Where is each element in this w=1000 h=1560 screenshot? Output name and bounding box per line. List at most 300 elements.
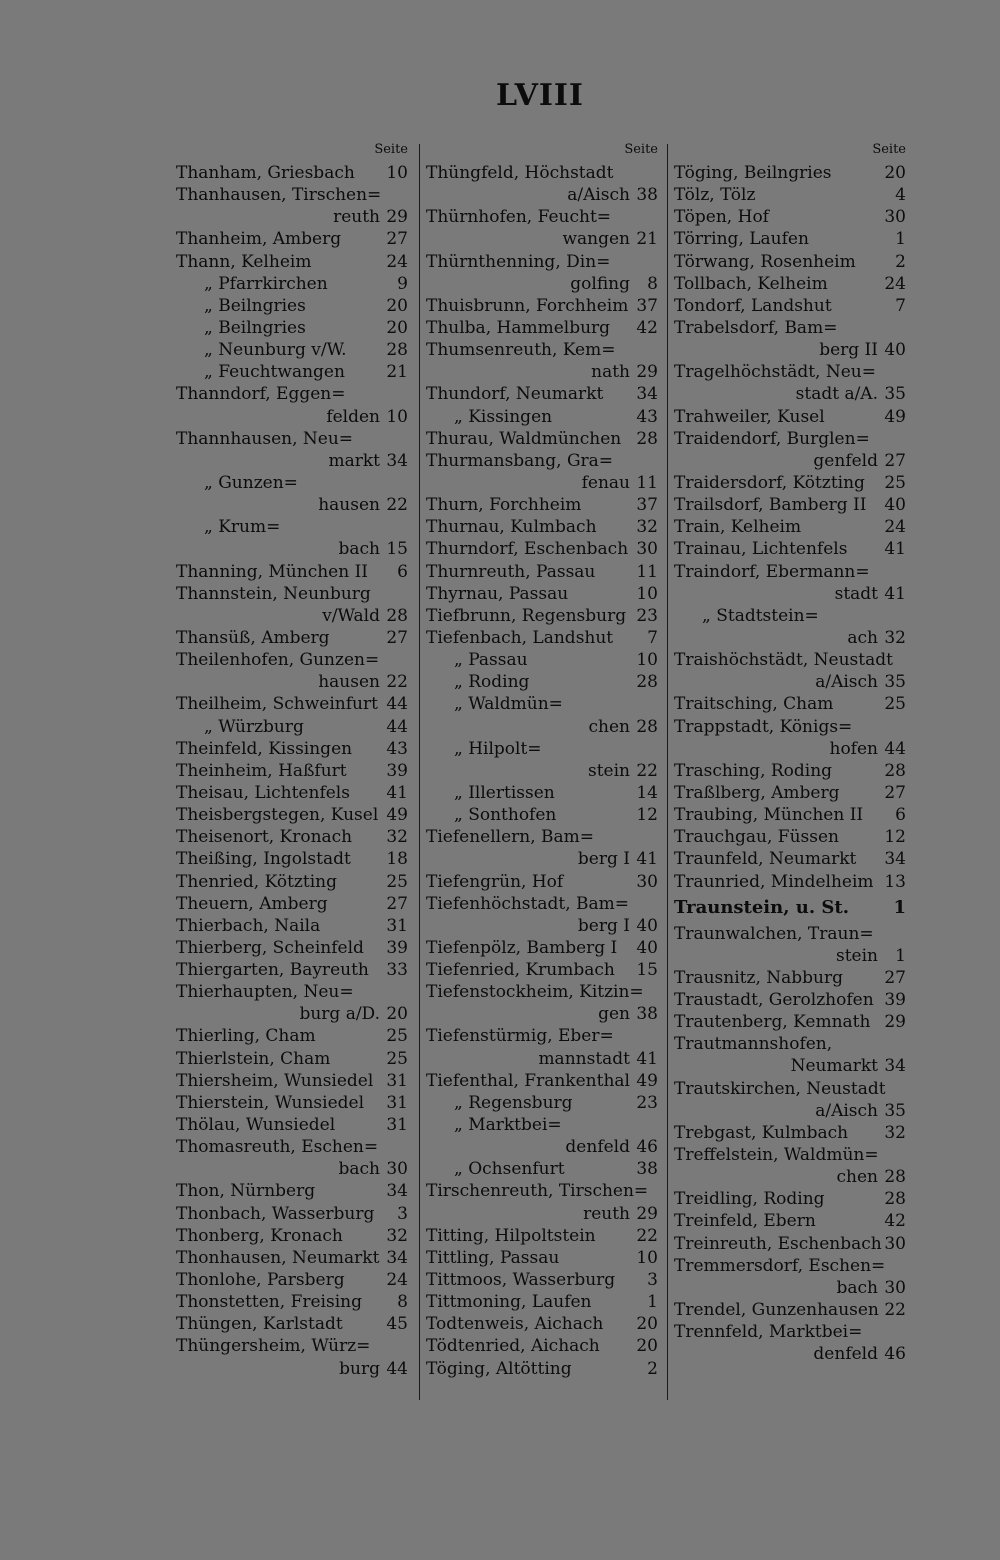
index-entry	[674, 989, 908, 1011]
entry-page-number: 40	[636, 915, 658, 936]
entry-page-number: 7	[895, 295, 906, 316]
entry-place-name: Tiefengrün, Hof	[426, 871, 564, 892]
entry-place-name: v/Wald	[322, 605, 380, 626]
entry-place-name: „ Regensburg	[454, 1092, 573, 1113]
index-entry	[674, 228, 908, 250]
entry-page-number: 7	[647, 627, 658, 648]
entry-page-number: 2	[895, 251, 906, 272]
index-entry	[674, 649, 908, 671]
column-header-seite: Seite	[872, 142, 906, 157]
index-entry-continuation	[176, 406, 410, 428]
index-entry-continuation	[674, 1055, 908, 1077]
entry-page-number: 24	[386, 1270, 408, 1291]
entry-place-name: genfeld	[813, 450, 878, 471]
entry-place-name: berg I	[577, 915, 630, 936]
index-entry	[426, 671, 660, 693]
index-entry	[176, 826, 410, 848]
entry-place-name: a/Aisch	[815, 1100, 878, 1121]
entry-place-name: Theißing, Ingolstadt	[176, 849, 351, 870]
index-entry	[426, 893, 660, 915]
index-entry-continuation	[176, 605, 410, 627]
entry-place-name: Thonhausen, Neumarkt	[176, 1247, 380, 1268]
entry-place-name: „ Würzburg	[204, 716, 304, 737]
index-entry	[674, 472, 908, 494]
entry-page-number: 6	[895, 805, 906, 826]
entry-place-name: Traßlberg, Amberg	[674, 782, 840, 803]
index-entry-continuation	[674, 1166, 908, 1188]
index-entry	[426, 871, 660, 893]
index-entry	[674, 1255, 908, 1277]
entry-place-name: Trautmannshofen,	[674, 1034, 833, 1055]
entry-page-number: 15	[636, 960, 658, 981]
index-entry-continuation	[176, 1158, 410, 1180]
index-entry	[176, 1203, 410, 1225]
entry-page-number: 38	[636, 185, 658, 206]
entry-place-name: Thomasreuth, Eschen=	[176, 1137, 379, 1158]
index-entry	[674, 804, 908, 826]
index-entry	[426, 1335, 660, 1357]
entry-page-number: 39	[386, 760, 408, 781]
entry-page-number: 9	[397, 273, 408, 294]
index-entry-continuation	[426, 184, 660, 206]
entry-place-name: „ Ochsenfurt	[454, 1159, 565, 1180]
index-entry-continuation	[176, 671, 410, 693]
entry-page-number: 46	[884, 1344, 906, 1365]
entry-place-name: Trahweiler, Kusel	[674, 406, 825, 427]
entry-page-number: 10	[636, 650, 658, 671]
entry-place-name: Traustadt, Gerolzhofen	[674, 990, 874, 1011]
entry-place-name: stein	[587, 760, 630, 781]
entry-place-name: bach	[338, 539, 380, 560]
entry-place-name: Theilenhofen, Gunzen=	[176, 650, 380, 671]
entry-page-number: 42	[636, 317, 658, 338]
index-entry	[176, 738, 410, 760]
entry-page-number: 27	[884, 450, 906, 471]
entry-place-name: „ Gunzen=	[204, 472, 298, 493]
index-entry	[176, 1247, 410, 1269]
entry-page-number: 35	[884, 1100, 906, 1121]
entry-page-number: 18	[386, 849, 408, 870]
index-entry	[426, 605, 660, 627]
index-entry	[674, 206, 908, 228]
entry-place-name: Thurmansbang, Gra=	[426, 450, 614, 471]
entry-page-number: 41	[884, 539, 906, 560]
entry-place-name: Theisenort, Kronach	[176, 827, 353, 848]
entry-place-name: Theisbergstegen, Kusel	[176, 805, 379, 826]
entry-page-number: 23	[636, 1092, 658, 1113]
index-entry	[176, 1070, 410, 1092]
entry-page-number: 22	[884, 1300, 906, 1321]
index-entry	[674, 184, 908, 206]
entry-place-name: Thurau, Waldmünchen	[426, 428, 622, 449]
index-entry-continuation	[674, 583, 908, 605]
entry-page-number: 29	[636, 362, 658, 383]
entry-page-number: 23	[636, 605, 658, 626]
index-entry	[176, 716, 410, 738]
index-entry	[176, 472, 410, 494]
entry-place-name: Thüngersheim, Würz=	[176, 1336, 371, 1357]
column-entries	[674, 162, 908, 1365]
entry-place-name: Todtenweis, Aichach	[426, 1314, 604, 1335]
entry-page-number: 31	[386, 1092, 408, 1113]
index-entry	[426, 406, 660, 428]
index-entry	[176, 583, 410, 605]
index-entry-continuation	[674, 671, 908, 693]
entry-place-name: „ Passau	[454, 650, 528, 671]
entry-place-name: fenau	[581, 472, 630, 493]
entry-place-name: bach	[836, 1277, 878, 1298]
entry-page-number: 34	[636, 384, 658, 405]
entry-page-number: 1	[893, 896, 906, 918]
index-entry	[176, 959, 410, 981]
entry-place-name: „ Beilngries	[204, 317, 306, 338]
index-entry	[674, 1188, 908, 1210]
entry-page-number: 27	[386, 627, 408, 648]
entry-page-number: 35	[884, 384, 906, 405]
column-entries	[176, 162, 410, 1380]
entry-page-number: 32	[884, 1122, 906, 1143]
index-entry	[176, 1092, 410, 1114]
index-entry	[674, 295, 908, 317]
entry-page-number: 34	[386, 1181, 408, 1202]
entry-page-number: 25	[386, 1026, 408, 1047]
index-entry	[674, 1011, 908, 1033]
entry-page-number: 31	[386, 1115, 408, 1136]
entry-place-name: Tondorf, Landshut	[674, 295, 832, 316]
index-entry-continuation	[176, 494, 410, 516]
index-entry-continuation	[674, 945, 908, 967]
entry-place-name: reuth	[583, 1203, 630, 1224]
index-entry	[176, 1180, 410, 1202]
entry-page-number: 12	[884, 827, 906, 848]
index-entry	[426, 1313, 660, 1335]
entry-page-number: 20	[386, 1004, 408, 1025]
index-entry-continuation	[426, 848, 660, 870]
entry-place-name: Tiefbrunn, Regensburg	[426, 605, 627, 626]
index-entry	[674, 406, 908, 428]
index-entry-continuation	[674, 627, 908, 649]
index-entry	[176, 649, 410, 671]
entry-page-number: 30	[636, 539, 658, 560]
index-entry	[426, 804, 660, 826]
entry-place-name: Tödtenried, Aichach	[426, 1336, 600, 1357]
index-entry-continuation	[426, 760, 660, 782]
entry-page-number: 44	[386, 694, 408, 715]
entry-page-number: 1	[647, 1292, 658, 1313]
entry-page-number: 41	[636, 849, 658, 870]
entry-place-name: burg	[339, 1358, 380, 1379]
entry-page-number: 41	[386, 782, 408, 803]
entry-place-name: Thierstein, Wunsiedel	[176, 1092, 365, 1113]
index-entry	[426, 583, 660, 605]
entry-place-name: Thumsenreuth, Kem=	[426, 340, 616, 361]
index-entry	[674, 561, 908, 583]
index-entry	[674, 826, 908, 848]
index-entry	[176, 561, 410, 583]
index-column-2	[426, 138, 660, 1380]
entry-page-number: 22	[386, 672, 408, 693]
entry-page-number: 44	[386, 1358, 408, 1379]
index-entry	[426, 981, 660, 1003]
entry-place-name: Tittmoning, Laufen	[426, 1292, 592, 1313]
index-entry	[176, 162, 410, 184]
entry-place-name: Thüngfeld, Höchstadt	[426, 163, 614, 183]
index-entry	[426, 450, 660, 472]
index-entry	[176, 871, 410, 893]
entry-place-name: Traunfeld, Neumarkt	[674, 849, 857, 870]
entry-page-number: 11	[636, 561, 658, 582]
entry-place-name: markt	[328, 450, 380, 471]
entry-place-name: Thierlstein, Cham	[176, 1048, 331, 1069]
index-entry	[176, 937, 410, 959]
entry-page-number: 42	[884, 1211, 906, 1232]
entry-place-name: Thierbach, Naila	[176, 915, 321, 936]
index-entry	[426, 295, 660, 317]
entry-place-name: Titting, Hilpoltstein	[426, 1225, 596, 1246]
entry-place-name: „ Krum=	[204, 517, 281, 538]
entry-page-number: 44	[884, 738, 906, 759]
entry-place-name: stein	[835, 945, 878, 966]
index-entry	[176, 915, 410, 937]
entry-page-number: 30	[884, 1277, 906, 1298]
entry-place-name: stadt a/A.	[795, 384, 878, 405]
entry-place-name: Thurnau, Kulmbach	[426, 517, 597, 538]
entry-page-number: 21	[636, 229, 658, 250]
entry-place-name: „ Kissingen	[454, 406, 553, 427]
index-entry	[674, 1144, 908, 1166]
index-entry	[426, 738, 660, 760]
index-entry	[426, 649, 660, 671]
index-entry	[176, 1269, 410, 1291]
entry-page-number: 22	[386, 495, 408, 516]
entry-page-number: 12	[636, 805, 658, 826]
entry-page-number: 20	[884, 163, 906, 183]
entry-place-name: Thundorf, Neumarkt	[426, 384, 604, 405]
entry-page-number: 11	[636, 472, 658, 493]
entry-page-number: 8	[397, 1292, 408, 1313]
index-entry	[426, 1269, 660, 1291]
entry-page-number: 27	[386, 229, 408, 250]
entry-place-name: Thanham, Griesbach	[176, 163, 355, 183]
entry-page-number: 33	[386, 960, 408, 981]
entry-place-name: Thierling, Cham	[176, 1026, 316, 1047]
entry-place-name: Traitsching, Cham	[674, 694, 834, 715]
entry-page-number: 4	[895, 185, 906, 206]
entry-place-name: chen	[588, 716, 630, 737]
entry-page-number: 1	[895, 229, 906, 250]
entry-place-name: Törring, Laufen	[674, 229, 809, 250]
index-entry	[674, 1210, 908, 1232]
index-entry	[176, 295, 410, 317]
entry-place-name: Thannhausen, Neu=	[176, 428, 354, 449]
entry-page-number: 40	[884, 495, 906, 516]
index-entry	[426, 1114, 660, 1136]
entry-place-name: Tiefenellern, Bam=	[426, 827, 595, 848]
index-entry	[426, 251, 660, 273]
entry-page-number: 20	[386, 295, 408, 316]
index-entry-continuation	[176, 450, 410, 472]
entry-place-name: Tirschenreuth, Tirschen=	[426, 1181, 649, 1202]
entry-page-number: 13	[884, 871, 906, 892]
entry-place-name: Tiefenhöchstadt, Bam=	[426, 893, 629, 914]
index-entry	[176, 361, 410, 383]
entry-page-number: 20	[636, 1336, 658, 1357]
index-entry	[426, 1092, 660, 1114]
entry-page-number: 28	[386, 340, 408, 361]
entry-place-name: Töging, Beilngries	[674, 163, 832, 183]
index-entry	[426, 561, 660, 583]
entry-page-number: 28	[636, 716, 658, 737]
entry-page-number: 2	[647, 1358, 658, 1379]
entry-page-number: 10	[636, 1247, 658, 1268]
index-entry	[674, 1299, 908, 1321]
column-header-seite: Seite	[624, 142, 658, 157]
index-entry	[426, 959, 660, 981]
entry-place-name: Traidendorf, Burglen=	[674, 428, 870, 449]
entry-place-name: Töging, Altötting	[426, 1358, 572, 1379]
entry-page-number: 22	[636, 1225, 658, 1246]
entry-place-name: „ Roding	[454, 672, 530, 693]
entry-place-name: „ Marktbei=	[454, 1115, 562, 1136]
index-entry	[674, 1122, 908, 1144]
entry-place-name: Thulba, Hammelburg	[426, 317, 611, 338]
index-entry-continuation	[426, 273, 660, 295]
entry-place-name: golfing	[570, 273, 630, 294]
index-entry	[674, 871, 908, 893]
entry-page-number: 10	[636, 583, 658, 604]
entry-page-number: 25	[884, 472, 906, 493]
entry-place-name: Thurnreuth, Passau	[426, 561, 596, 582]
entry-place-name: Thonstetten, Freising	[176, 1292, 362, 1313]
index-entry	[674, 361, 908, 383]
entry-place-name: Trailsdorf, Bamberg II	[674, 495, 867, 516]
index-entry	[426, 1291, 660, 1313]
index-entry	[426, 516, 660, 538]
entry-page-number: 38	[636, 1004, 658, 1025]
entry-place-name: Tragelhöchstädt, Neu=	[674, 362, 876, 383]
index-entry	[674, 782, 908, 804]
index-entry-continuation	[176, 538, 410, 560]
entry-place-name: Tiefenstürmig, Eber=	[426, 1026, 614, 1047]
index-entry	[176, 1114, 410, 1136]
entry-page-number: 25	[884, 694, 906, 715]
index-entry	[674, 848, 908, 870]
entry-page-number: 6	[397, 561, 408, 582]
column-divider	[667, 144, 668, 1400]
entry-page-number: 28	[884, 1189, 906, 1210]
entry-page-number: 38	[636, 1159, 658, 1180]
entry-place-name: Tremmersdorf, Eschen=	[674, 1255, 886, 1276]
entry-place-name: Neumarkt	[790, 1056, 878, 1077]
entry-place-name: Thierhaupten, Neu=	[176, 982, 354, 1003]
index-entry-continuation	[674, 1343, 908, 1365]
entry-place-name: a/Aisch	[815, 672, 878, 693]
entry-place-name: Traunstein, u. St.	[674, 896, 849, 918]
index-entry	[674, 251, 908, 273]
entry-page-number: 27	[884, 782, 906, 803]
index-entry-continuation	[176, 206, 410, 228]
entry-place-name: Theilheim, Schweinfurt	[176, 694, 378, 715]
column-header-seite: Seite	[374, 142, 408, 157]
entry-place-name: Trauchgau, Füssen	[674, 827, 839, 848]
entry-page-number: 45	[386, 1314, 408, 1335]
entry-place-name: Trendel, Gunzenhausen	[674, 1300, 879, 1321]
index-entry	[674, 516, 908, 538]
entry-page-number: 30	[884, 1233, 906, 1254]
index-entry	[426, 383, 660, 405]
entry-page-number: 29	[636, 1203, 658, 1224]
index-entry-continuation	[176, 1003, 410, 1025]
index-entry-continuation	[426, 361, 660, 383]
index-entry	[176, 627, 410, 649]
entry-page-number: 32	[884, 627, 906, 648]
entry-page-number: 39	[884, 990, 906, 1011]
index-entry-continuation	[674, 339, 908, 361]
entry-place-name: Thürnhofen, Feucht=	[426, 207, 612, 228]
index-entry	[674, 428, 908, 450]
entry-place-name: Trebgast, Kulmbach	[674, 1122, 849, 1143]
entry-place-name: Tölz, Tölz	[674, 185, 756, 206]
entry-page-number: 8	[647, 273, 658, 294]
entry-page-number: 32	[386, 1225, 408, 1246]
index-entry	[426, 1158, 660, 1180]
entry-place-name: Traishöchstädt, Neustadt	[674, 650, 893, 671]
entry-place-name: Theinfeld, Kissingen	[176, 738, 353, 759]
index-entry	[426, 1180, 660, 1202]
index-entry	[176, 516, 410, 538]
index-entry	[674, 1033, 908, 1055]
entry-place-name: Trabelsdorf, Bam=	[674, 317, 838, 338]
entry-place-name: chen	[836, 1167, 878, 1188]
index-entry	[426, 693, 660, 715]
entry-page-number: 3	[647, 1270, 658, 1291]
entry-place-name: wangen	[562, 229, 630, 250]
index-entry	[176, 428, 410, 450]
index-entry	[426, 538, 660, 560]
index-entry	[426, 162, 660, 184]
index-entry-continuation	[426, 472, 660, 494]
index-entry	[426, 339, 660, 361]
index-entry	[176, 782, 410, 804]
entry-page-number: 20	[386, 317, 408, 338]
entry-place-name: „ Pfarrkirchen	[204, 273, 328, 294]
entry-place-name: Traunwalchen, Traun=	[674, 923, 874, 944]
index-entry	[176, 760, 410, 782]
entry-place-name: Tiefenbach, Landshut	[426, 627, 614, 648]
entry-place-name: „ Beilngries	[204, 295, 306, 316]
index-entry	[426, 428, 660, 450]
entry-place-name: Thanhausen, Tirschen=	[176, 185, 382, 206]
entry-page-number: 37	[636, 495, 658, 516]
index-entry	[426, 1070, 660, 1092]
entry-page-number: 24	[884, 273, 906, 294]
entry-place-name: Thonlohe, Parsberg	[176, 1270, 345, 1291]
index-entry-continuation	[674, 738, 908, 760]
entry-page-number: 34	[386, 450, 408, 471]
entry-place-name: Trappstadt, Königs=	[674, 716, 853, 737]
entry-place-name: Trainau, Lichtenfels	[674, 539, 848, 560]
entry-place-name: felden	[326, 406, 380, 427]
entry-page-number: 28	[884, 1167, 906, 1188]
entry-page-number: 46	[636, 1137, 658, 1158]
index-entry	[176, 251, 410, 273]
entry-place-name: nath	[591, 362, 630, 383]
entry-place-name: Tollbach, Kelheim	[674, 273, 828, 294]
entry-page-number: 28	[386, 605, 408, 626]
entry-page-number: 49	[386, 805, 408, 826]
index-entry	[176, 1291, 410, 1313]
index-entry	[674, 893, 908, 923]
